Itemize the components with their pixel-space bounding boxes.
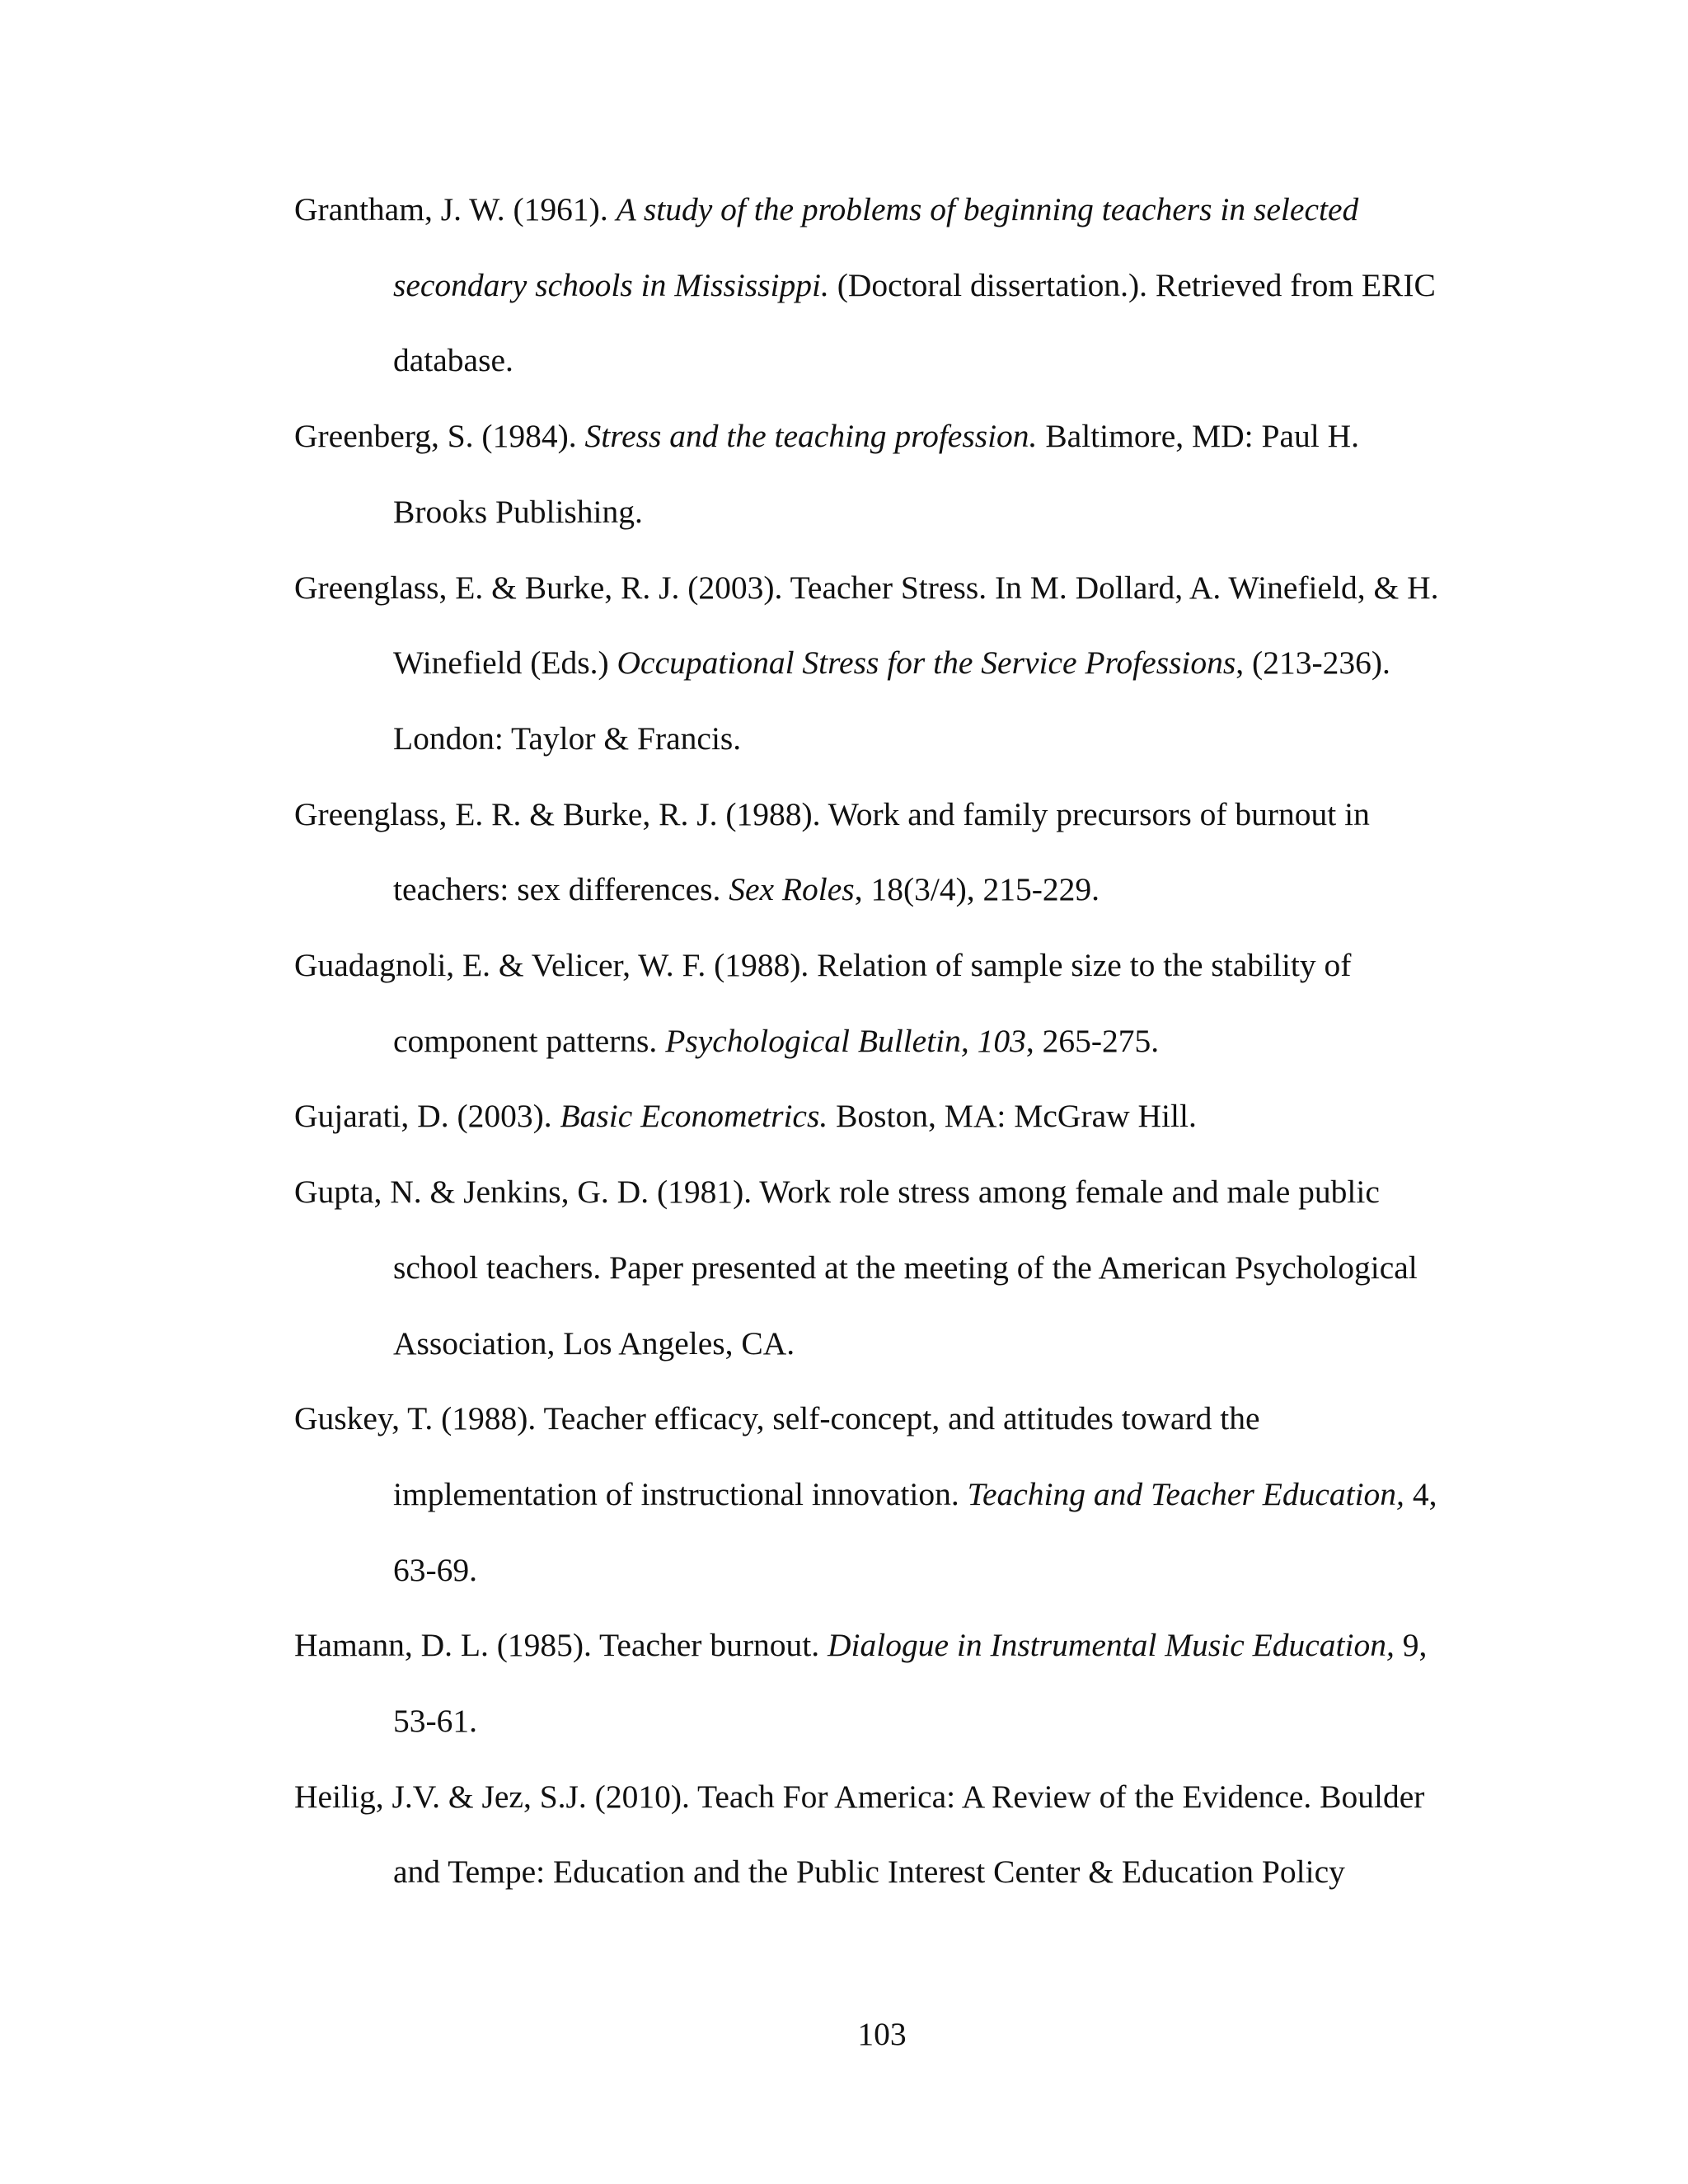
reference-text: London: Taylor & Francis. xyxy=(393,719,742,757)
reference-line xyxy=(294,1399,1260,1438)
reference-italic-text: Occupational Stress for the Service Professions xyxy=(617,644,1236,682)
reference-line xyxy=(294,794,1370,834)
reference-line xyxy=(393,1550,477,1590)
reference-line xyxy=(294,190,1358,229)
reference-text: and Tempe: Education and the Public Interest Center & Education Policy xyxy=(393,1854,1345,1891)
reference-line xyxy=(393,1701,477,1741)
reference-text: , 18(3/4), 215-229. xyxy=(854,871,1100,908)
reference-text: Association, Los Angeles, CA. xyxy=(393,1324,795,1361)
reference-text: Brooks Publishing. xyxy=(393,493,643,530)
reference-italic-text: Teaching and Teacher Education, xyxy=(967,1475,1404,1512)
reference-text: component patterns. xyxy=(393,1022,666,1059)
reference-italic-text: secondary schools in Mississippi. xyxy=(393,266,829,303)
reference-text: Greenglass, E. R. & Burke, R. J. (1988). Work and family precursors of burnout in xyxy=(294,795,1370,832)
reference-text: Boston, MA: McGraw Hill. xyxy=(828,1098,1197,1135)
reference-italic-text: Dialogue in Instrumental Music Education, xyxy=(827,1627,1395,1664)
reference-italic-text: Psychological Bulletin, 103 xyxy=(665,1022,1026,1059)
reference-line xyxy=(294,1625,1427,1665)
reference-line xyxy=(294,1172,1380,1212)
page-number: 103 xyxy=(857,2016,907,2052)
reference-line xyxy=(294,1096,1197,1136)
reference-line xyxy=(393,1474,1437,1514)
reference-line xyxy=(294,945,1351,985)
reference-line xyxy=(393,1852,1345,1891)
reference-italic-text: A study of the problems of beginning teachers in selected xyxy=(616,191,1359,227)
reference-line xyxy=(393,1324,795,1363)
reference-line xyxy=(294,568,1439,607)
reference-line xyxy=(393,1248,1418,1287)
reference-text: , (213-236). xyxy=(1236,644,1390,682)
reference-line xyxy=(393,719,741,758)
reference-text: 9, xyxy=(1394,1627,1428,1664)
reference-text: implementation of instructional innovation. xyxy=(393,1475,968,1512)
reference-line xyxy=(294,1777,1424,1816)
reference-text: 53-61. xyxy=(393,1703,478,1739)
reference-line xyxy=(393,265,1436,305)
reference-line xyxy=(393,643,1390,682)
reference-text: 4, xyxy=(1404,1475,1437,1512)
reference-text: Grantham, J. W. (1961). xyxy=(294,191,617,227)
reference-text: (Doctoral dissertation.). Retrieved from ERIC xyxy=(828,266,1436,303)
reference-text: database. xyxy=(393,342,513,379)
reference-text: Greenberg, S. (1984). xyxy=(294,418,585,455)
reference-text: Guskey, T. (1988). Teacher efficacy, self-concept, and attitudes toward the xyxy=(294,1400,1260,1437)
reference-text: 63-69. xyxy=(393,1551,478,1588)
reference-line xyxy=(294,416,1359,456)
reference-text: , 265-275. xyxy=(1025,1022,1160,1059)
reference-italic-text: Basic Econometrics. xyxy=(560,1098,828,1135)
reference-text: school teachers. Paper presented at the meeting of the American Psychological xyxy=(393,1249,1418,1286)
reference-line xyxy=(393,340,513,380)
reference-text: teachers: sex differences. xyxy=(393,871,729,908)
reference-line xyxy=(393,492,643,532)
reference-text: Winefield (Eds.) xyxy=(393,644,617,682)
reference-text: Hamann, D. L. (1985). Teacher burnout. xyxy=(294,1627,828,1664)
reference-line xyxy=(393,1021,1159,1061)
reference-text: Gupta, N. & Jenkins, G. D. (1981). Work role stress among female and male public xyxy=(294,1174,1380,1211)
reference-text: Heilig, J.V. & Jez, S.J. (2010). Teach For America: A Review of the Evidence. Boulder xyxy=(294,1778,1425,1815)
reference-text: Guadagnoli, E. & Velicer, W. F. (1988). Relation of sample size to the stability of xyxy=(294,947,1352,983)
reference-text: Baltimore, MD: Paul H. xyxy=(1037,418,1360,455)
reference-text: Gujarati, D. (2003). xyxy=(294,1098,560,1135)
reference-text: Greenglass, E. & Burke, R. J. (2003). Teacher Stress. In M. Dollard, A. Winefield, & H. xyxy=(294,569,1439,606)
reference-italic-text: Sex Roles xyxy=(729,871,855,908)
reference-italic-text: Stress and the teaching profession. xyxy=(584,418,1038,455)
reference-line xyxy=(393,869,1100,909)
